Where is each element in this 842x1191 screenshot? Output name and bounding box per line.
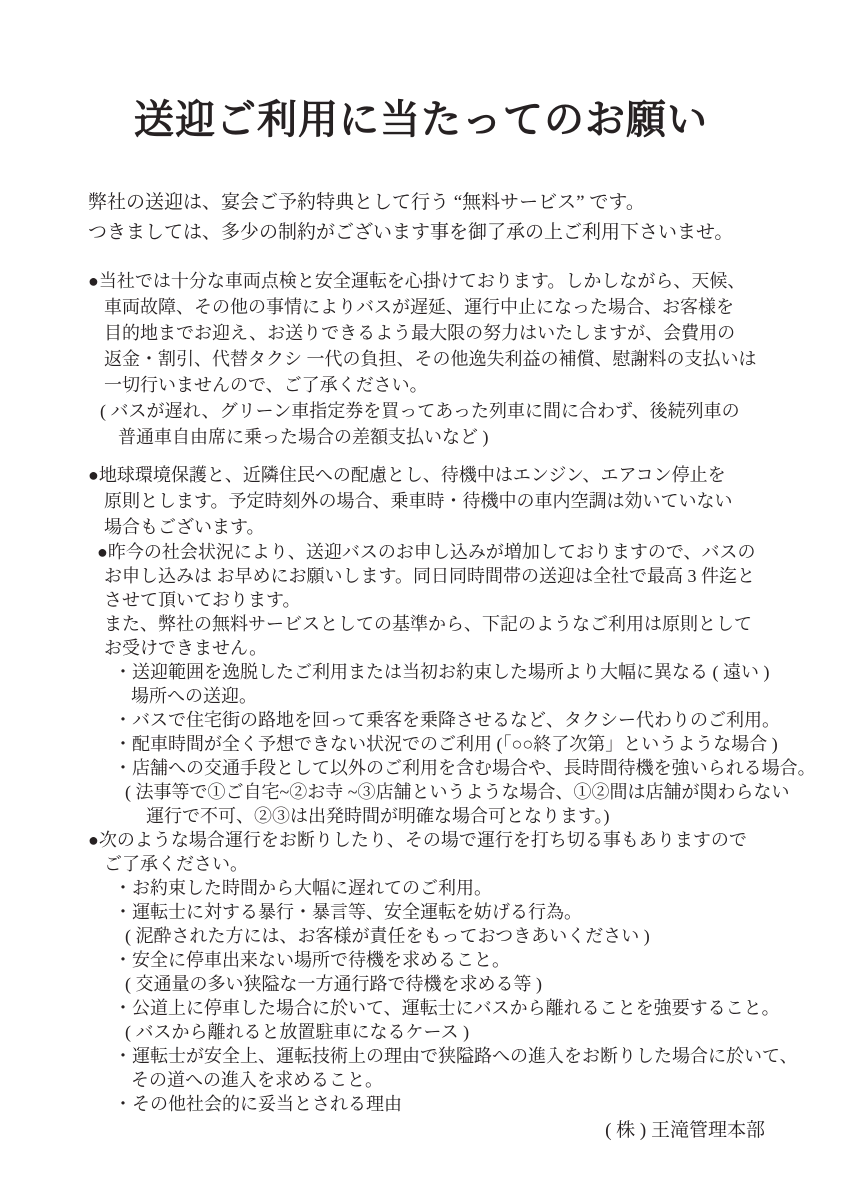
text-line: また、弊社の無料サービスとしての基準から、下記のようなご利用は原則として — [104, 614, 752, 634]
text-line: ・運転士が安全上、運転技術上の理由で狭隘路への進入をお断りした場合に於いて、 — [114, 1046, 798, 1066]
page-title: 送迎ご利用に当たってのお願い — [134, 97, 708, 142]
text-line: ・運転士に対する暴行・暴言等、安全運転を妨げる行為。 — [114, 902, 582, 922]
text-line: ( 泥酔された方には、お客様が責任をもっておつきあいください ) — [125, 926, 650, 946]
intro-line: つきましては、多少の制約がございます事を御了承の上ご利用下さいませ。 — [88, 222, 734, 243]
text-line: させて頂いております。 — [104, 590, 301, 610]
intro-paragraph — [0, 188, 842, 248]
section-environment — [0, 462, 842, 540]
text-line: ご了承ください。 — [104, 854, 248, 874]
intro-line: 弊社の送迎は、宴会ご予約特典として行う “無料サービス” です。 — [88, 192, 645, 213]
text-line: ・その他社会的に妥当とされる理由 — [114, 1094, 402, 1114]
text-line: ・公道上に停車した場合に於いて、運転士にバスから離れることを強要すること。 — [114, 998, 780, 1018]
text-line: 原則とします。予定時刻外の場合、乗車時・待機中の車内空調は効いていない — [104, 491, 733, 511]
section-refusal — [0, 828, 842, 1116]
text-line: ( バスが遅れ、グリーン車指定券を買ってあった列車に間に合わず、後続列車の — [100, 401, 740, 421]
text-line: ●当社では十分な車両点検と安全運転を心掛けております。しかしながら、天候、 — [88, 271, 746, 291]
text-line: 普通車自由席に乗った場合の差額支払いなど ) — [118, 427, 489, 447]
text-line: ●次のような場合運行をお断りしたり、その場で運行を打ち切る事もありますので — [88, 830, 747, 850]
section-booking — [0, 540, 842, 828]
text-line: 場所への送迎。 — [131, 686, 257, 706]
text-line: ・バスで住宅街の路地を回って乗客を乗降させるなど、タクシー代わりのご利用。 — [114, 710, 780, 730]
text-line: ●昨今の社会状況により、送迎バスのお申し込みが増加しておりますので、バスの — [97, 542, 756, 562]
text-line: お受けできません。 — [104, 638, 268, 658]
text-line: 目的地までお迎え、お送りできるよう最大限の努力はいたしますが、会費用の — [104, 323, 736, 343]
text-line: ・送迎範囲を逸脱したご利用または当初お約束した場所より大幅に異なる ( 遠い ) — [114, 662, 770, 682]
text-line: ( 交通量の多い狭隘な一方通行路で待機を求める等 ) — [125, 974, 542, 994]
document-body — [0, 268, 842, 1116]
text-line: ●地球環境保護と、近隣住民への配慮とし、待機中はエンジン、エアコン停止を — [88, 465, 726, 485]
text-line: ・店舗への交通手段として以外のご利用を含む場合や、長時間待機を強いられる場合。 — [114, 758, 816, 778]
text-line: 場合もございます。 — [104, 517, 265, 537]
text-line: 一切行いませんので、ご了承ください。 — [104, 375, 428, 395]
section-liability — [0, 268, 842, 450]
text-line: ・安全に停車出来ない場所で待機を求めること。 — [114, 950, 510, 970]
text-line: ・配車時間が全く予想できない状況でのご利用 (「○○終了次第」というような場合 ) — [114, 734, 778, 754]
text-line: お申し込みは お早めにお願いします。同日同時間帯の送迎は全社で最高 3 件迄と — [104, 566, 756, 586]
text-line: その道への進入を求めること。 — [131, 1070, 383, 1090]
text-line: ( バスから離れると放置駐車になるケース ) — [125, 1022, 470, 1042]
text-line: 運行で不可、②③は出発時間が明確な場合可となります。) — [146, 806, 610, 826]
signature: ( 株 ) 王滝管理本部 — [605, 1120, 765, 1141]
text-line: ・お約束した時間から大幅に遅れてのご利用。 — [114, 878, 492, 898]
text-line: 車両故障、その他の事情によりバスが遅延、運行中止になった場合、お客様を — [104, 297, 734, 317]
text-line: ( 法事等で①ご自宅~②お寺 ~③店舗というような場合、①②間は店舗が関わらない — [125, 782, 790, 802]
text-line: 返金・割引、代替タクシ 一代の負担、その他逸失利益の補償、慰謝料の支払いは — [104, 349, 757, 369]
